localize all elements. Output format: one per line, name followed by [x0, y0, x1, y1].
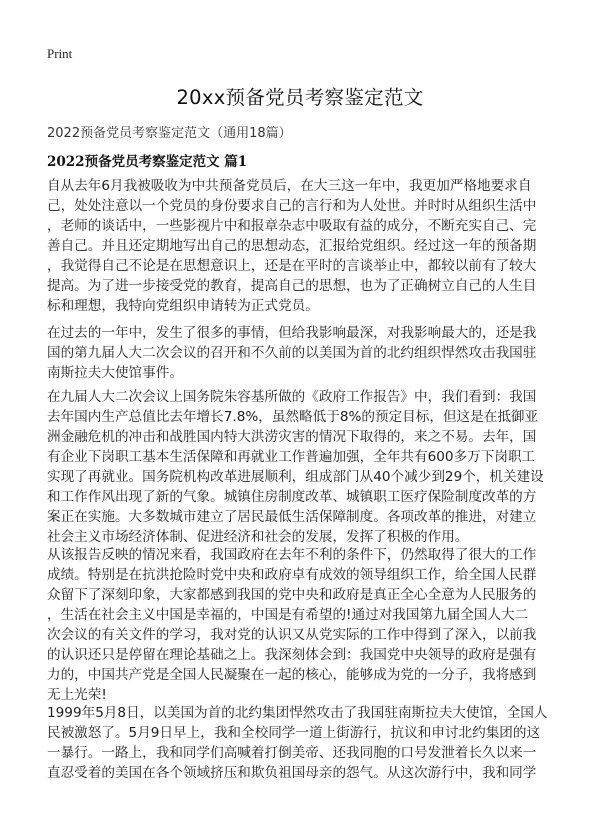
paragraph-line: 有企业下岗职工基本生活保障和再就业工作普遍加强，全年共有600多万下岗职工 — [47, 449, 536, 465]
paragraph-line: 国的第九届人大二次会议的召开和不久前的以美国为首的北约组织悍然攻击我国驻 — [47, 345, 537, 361]
paragraph-line: ，生活在社会主义中国是幸福的，中国是有希望的!通过对我国第九届全国人大二 — [47, 607, 529, 623]
paragraph-line: 去年国内生产总值比去年增长7.8%，虽然略低于8%的预定目标，但这是在抵御亚 — [47, 409, 539, 425]
paragraph-line: 次会议的有关文件的学习，我对党的认识又从党实际的工作中得到了深入，以前我 — [47, 627, 537, 643]
paragraph-line: 善自己。并且还定期地写出自己的思想动态，汇报给党组织。经过这一年的预备期 — [47, 238, 537, 254]
paragraph-line: 在过去的一年中，发生了很多的事情，但给我影响最深，对我影响最大的，还是我 — [47, 325, 537, 341]
paragraph-2 — [47, 323, 567, 383]
paragraph-3 — [47, 387, 567, 547]
paragraph-line: 的认识还只是停留在理论基础之上。我深刻体会到：我国党中央领导的政府是强有 — [47, 647, 537, 663]
section-heading: 2022预备党员考察鉴定范文 篇1 — [47, 154, 248, 170]
paragraph-line: 社会主义市场经济体制、促进经济和社会的发展，发挥了积极的作用。 — [47, 529, 469, 545]
paragraph-line: 直忍受着的美国在各个领域挤压和欺负祖国母亲的怨气。从这次游行中，我和同学 — [47, 765, 537, 781]
print-label[interactable]: Print — [47, 46, 73, 61]
paragraph-line: 洲金融危机的冲击和战胜国内特大洪涝灾害的情况下取得的，来之不易。去年，国 — [47, 429, 537, 445]
paragraph-line: 力的，中国共产党是全国人民凝聚在一起的核心，能够成为党的一分子，我将感到 — [47, 667, 537, 683]
paragraph-line: 无上光荣! — [47, 687, 107, 703]
paragraph-4 — [47, 545, 567, 705]
paragraph-1 — [47, 176, 567, 316]
paragraph-line: 民被激怒了。5月9日早上，我和全校同学一道上街游行，抗议和申讨北约集团的这 — [47, 725, 541, 741]
paragraph-line: 实现了再就业。国务院机构改革进展顺利，组成部门从40个减少到29个，机关建设 — [47, 469, 544, 485]
paragraph-line: 标和理想，我特向党组织申请转为正式党员。 — [47, 298, 319, 314]
paragraph-line: 成绩。特别是在抗洪抢险时党中央和政府卓有成效的领导组织工作，给全国人民群 — [47, 567, 537, 583]
paragraph-line: 1999年5月8日，以美国为首的北约集团悍然攻击了我国驻南斯拉夫大使馆，全国人 — [47, 705, 548, 721]
paragraph-line: 案正在实施。大多数城市建立了居民最低生活保障制度。各项改革的推进，对建立 — [47, 509, 537, 525]
paragraph-line: 己，处处注意以一个党员的身份要求自己的言行和为人处世。并时时从组织生活中 — [47, 198, 537, 214]
paragraph-line: 南斯拉夫大使馆事件。 — [47, 365, 183, 381]
paragraph-line: 一暴行。一路上，我和同学们高喊着打倒美帝、还我同胞的口号发泄着长久以来一 — [47, 745, 537, 761]
paragraph-5 — [47, 703, 567, 783]
paragraph-line: 从该报告反映的情况来看，我国政府在去年不利的条件下，仍然取得了很大的工作 — [47, 547, 537, 563]
paragraph-line: ，我觉得自己不论是在思想意识上，还是在平时的言谈举止中，都较以前有了较大 — [47, 258, 537, 274]
paragraph-line: ，老师的谈话中，一些影视片中和报章杂志中吸取有益的成分，不断充实自己、完 — [47, 218, 537, 234]
paragraph-line: 在九届人大二次会议上国务院朱容基所做的《政府工作报告》中，我们看到：我国 — [47, 389, 537, 405]
paragraph-line: 自从去年6月我被吸收为中共预备党员后，在大三这一年中，我更加严格地要求自 — [47, 178, 532, 194]
document-subtitle: 2022预备党员考察鉴定范文（通用18篇） — [47, 126, 292, 141]
document-title: 20xx预备党员考察鉴定范文 — [176, 86, 424, 109]
paragraph-line: 众留下了深刻印象，大家都感到我国的党中央和政府是真正全心全意为人民服务的 — [47, 587, 537, 603]
paragraph-line: 提高。为了进一步接受党的教育，提高自己的思想，也为了正确树立自己的人生目 — [47, 278, 537, 294]
paragraph-line: 和工作作风出现了新的气象。城镇住房制度改革、城镇职工医疗保险制度改革的方 — [47, 489, 537, 505]
